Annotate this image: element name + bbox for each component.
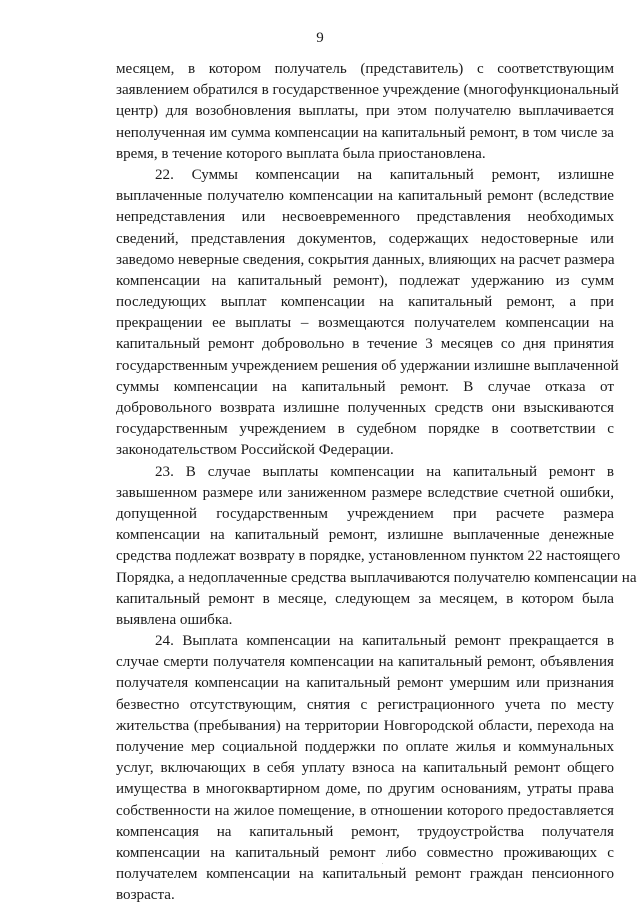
- text-line: 22. Суммы компенсации на капитальный ремонт, излишне: [155, 166, 614, 183]
- text-line: имущества в многоквартирном доме, по другим основаниям, утраты права: [116, 781, 614, 798]
- text-line: сведений, представления документов, содержащих недостоверные или: [116, 230, 614, 247]
- text-line: неполученная им сумма компенсации на капитальный ремонт, в том числе за: [116, 124, 614, 141]
- text-line: 24. Выплата компенсации на капитальный ремонт прекращается в: [155, 633, 614, 650]
- text-line: месяцем, в котором получатель (представитель) с соответствующим: [116, 61, 614, 77]
- text-line: услуг, включающих в себя уплату взноса на капитальный ремонт общего: [116, 760, 614, 777]
- text-line: завышенном размере или заниженном размере вследствие счетной ошибки,: [116, 484, 614, 501]
- text-line: получателем компенсации на капитальный ремонт граждан пенсионного: [116, 866, 614, 883]
- text-line: жительства (пребывания) на территории Новгородской области, перехода на: [116, 717, 614, 734]
- text-line: государственным учреждением решения об удержании излишне выплаченной: [116, 357, 619, 374]
- text-line: время, в течение которого выплата была приостановлена.: [116, 145, 486, 162]
- text-line: 23. В случае выплаты компенсации на капитальный ремонт в: [155, 463, 614, 480]
- text-line: средства подлежат возврату в порядке, установленном пунктом 22 настоящего: [116, 548, 621, 565]
- page-number: 9: [316, 30, 324, 46]
- text-line: капитальный ремонт в месяце, следующем за месяцем, в котором была: [116, 590, 614, 607]
- text-line: последующих выплат компенсации на капитальный ремонт, а при: [116, 294, 614, 311]
- text-line: компенсации на капитальный ремонт, излишне выплаченные денежные: [116, 527, 614, 544]
- text-line: капитальный ремонт добровольно в течение 3 месяцев со дня принятия: [116, 336, 614, 353]
- text-line: компенсации на капитальный ремонт), подлежат удержанию из сумм: [116, 272, 614, 289]
- text-line: безвестно отсутствующим, снятия с регистрационного учета по месту: [116, 696, 614, 713]
- text-line: законодательством Российской Федерации.: [116, 442, 394, 459]
- text-line: заведомо неверные сведения, сокрытия данных, влияющих на расчет размера: [116, 251, 615, 268]
- text-line: компенсации на капитальный ремонт либо совместно проживающих с: [116, 844, 614, 861]
- document-body: [116, 59, 637, 907]
- text-line: добровольного возврата излишне полученных средств они взыскиваются: [116, 400, 614, 416]
- text-line: центр) для возобновления выплаты, при этом получателю выплачивается: [116, 103, 614, 120]
- text-line: заявлением обратился в государственное учреждение (многофункциональный: [116, 82, 619, 99]
- text-line: случае смерти получателя компенсации на капитальный ремонт, объявления: [116, 654, 614, 671]
- text-line: выплаченные получателю компенсации на капитальный ремонт (вследствие: [116, 188, 614, 205]
- text-line: суммы компенсации на капитальный ремонт. В случае отказа от: [116, 378, 614, 395]
- scan-speck: [382, 863, 383, 864]
- text-line: Порядка, а недоплаченные средства выплачиваются получателю компенсации на: [116, 569, 637, 586]
- text-line: получение мер социальной поддержки по оплате жилья и коммунальных: [116, 739, 614, 755]
- text-line: государственным учреждением в судебном порядке в соответствии с: [116, 421, 614, 438]
- text-line: выявлена ошибка.: [116, 611, 233, 628]
- text-line: собственности на жилое помещение, в отношении которого предоставляется: [116, 802, 614, 819]
- text-line: допущенной государственным учреждением при расчете размера: [116, 505, 614, 522]
- text-line: получателя компенсации на капитальный ремонт умершим или признания: [116, 675, 614, 692]
- text-line: прекращении ее выплаты – возмещаются получателем компенсации на: [116, 315, 614, 332]
- text-line: компенсация на капитальный ремонт, трудоустройства получателя: [116, 823, 614, 840]
- text-line: возраста.: [116, 887, 175, 904]
- text-line: непредставления или несвоевременного представления необходимых: [116, 209, 614, 226]
